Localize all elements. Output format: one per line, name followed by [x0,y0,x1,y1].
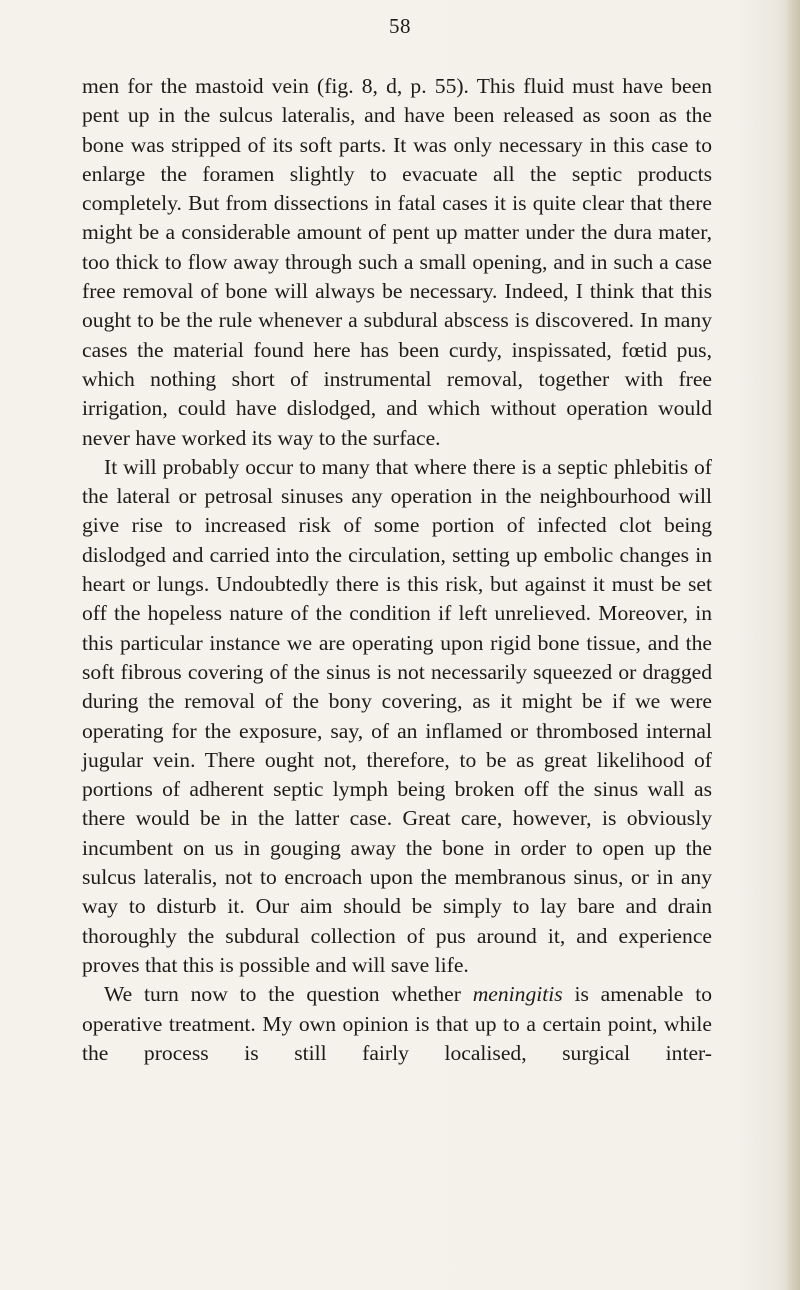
page-edge [786,0,800,1290]
page-number: 58 [389,14,411,38]
paragraph-3 [82,980,712,1068]
body-text [82,72,712,1068]
paragraph-1: men for the mastoid vein (fig. 8, d, p. 55). This fluid must have been pent up in the sulcus lateralis, and have been released as soon as the bone was stripped of its soft parts. It was only necessary in this case to enlarge the foramen slightly to evacuate all the septic products completely. But from dissections in fatal cases it is quite clear that there might be a considerable amount of pent up matter under the dura mater, too thick to flow away through such a small opening, and in such a case free removal of bone will always be necessary. Indeed, I think that this ought to be the rule whenever a subdural abscess is discovered. In many cases the material found here has been curdy, inspissated, fœtid pus, which nothing short of instrumental removal, together with free irrigation, could have dislodged, and which without operation would never have worked its way to the surface. [82,74,712,450]
emphasized-term: meningitis [472,982,563,1007]
paragraph-3-end: is amenable to operative treatment. My own opinion is that up to a certain point, while the process is still fairly localised, surgical inter- [82,982,712,1065]
paragraph-3-start: We turn now to the question whether [104,982,473,1007]
paragraph-2: It will probably occur to many that where there is a septic phlebitis of the lateral or petrosal sinuses any operation in the neighbourhood will give rise to increased risk of some portion of infected clot being dislodged and carried into the circulation, setting up embolic changes in heart or lungs. Undoubtedly there is this risk, but against it must be set off the hopeless nature of the condition if left unrelieved. Moreover, in this particular instance we are operating upon rigid bone tissue, and the soft fibrous covering of the sinus is not necessarily squeezed or dragged during the removal of the bony covering, as it might be if we were operating for the exposure, say, of an inflamed or thrombosed internal jugular vein. There ought not, therefore, to be as great likelihood of portions of adherent septic lymph being broken off the sinus wall as there would be in the latter case. Great care, however, is obviously incumbent on us in gouging away the bone in order to open up the sulcus lateralis, not to encroach upon the membranous sinus, or in any way to disturb it. Our aim should be simply to lay bare and drain thoroughly the subdural collection of pus around it, and experience proves that this is possible and will save life. [82,454,712,977]
